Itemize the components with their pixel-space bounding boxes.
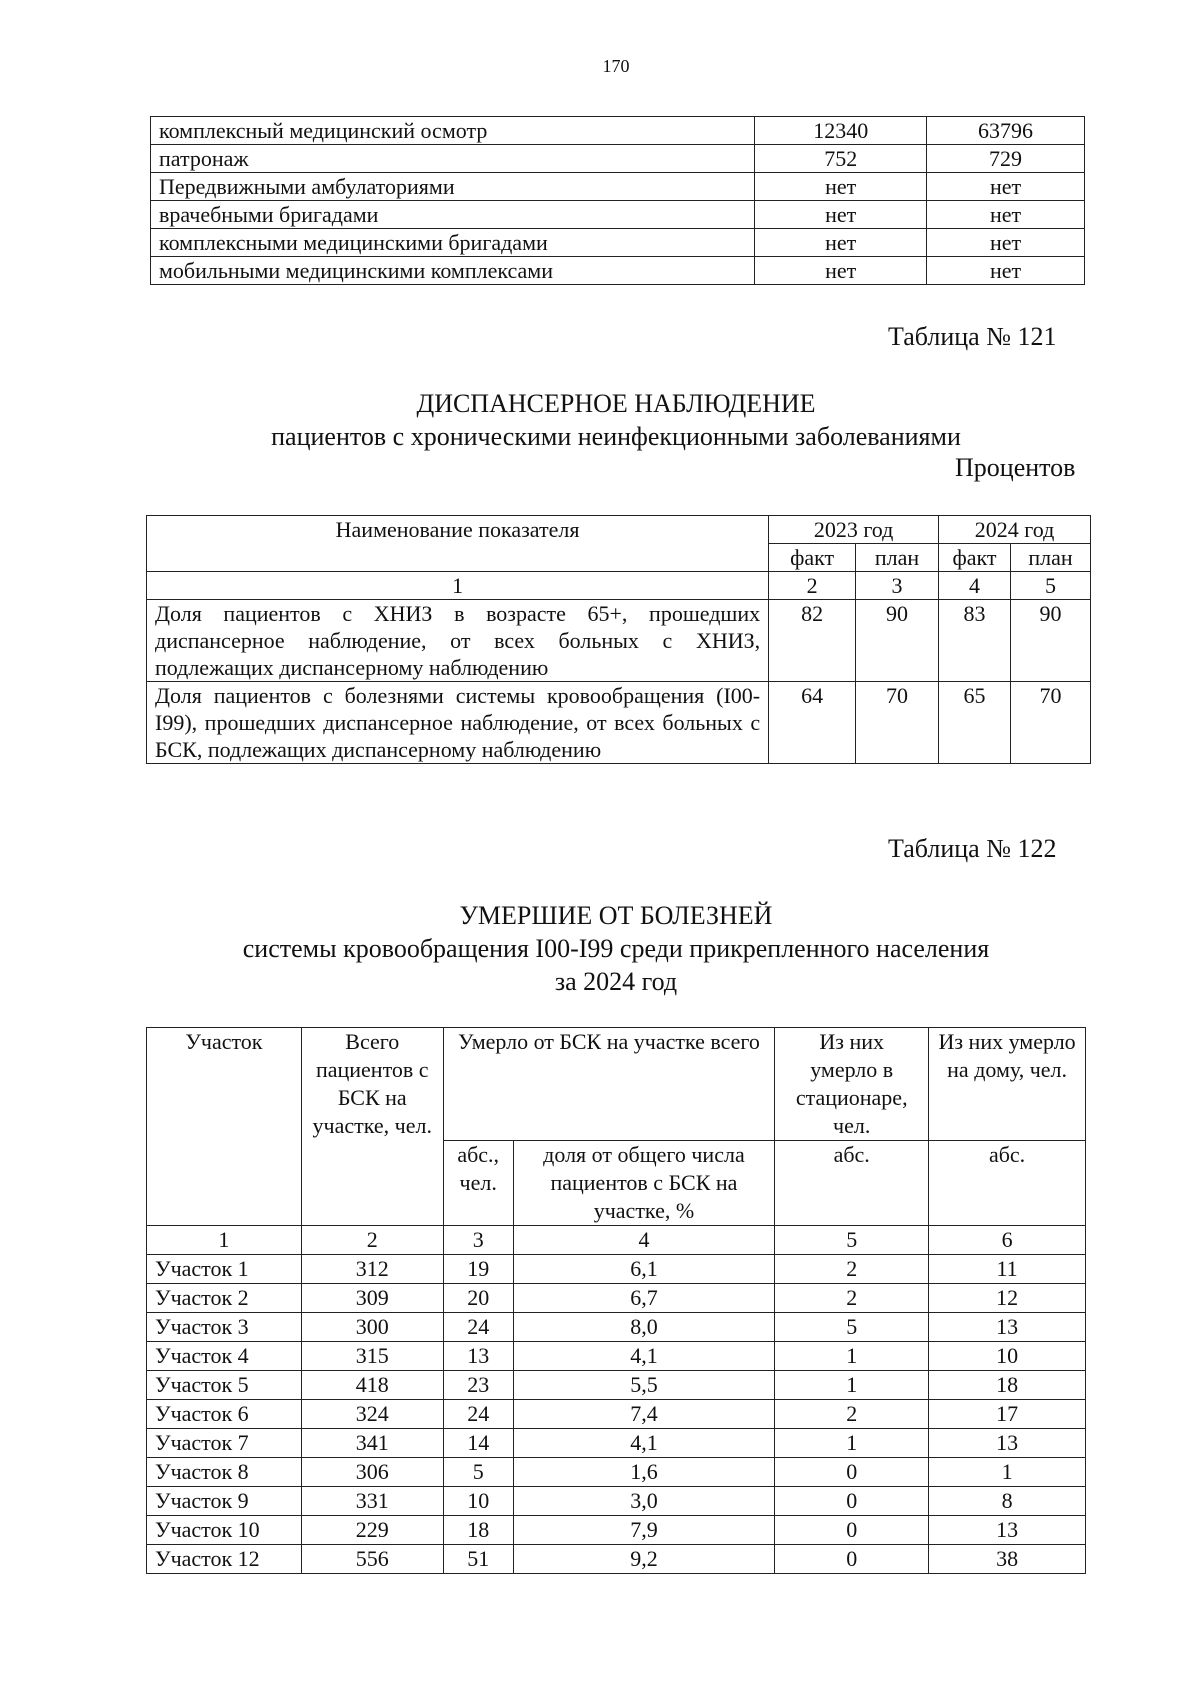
row-label: Участок 1 <box>147 1255 302 1284</box>
header-hospital-abs: абс. <box>775 1141 929 1226</box>
header-died: Умерло от БСК на участке всего <box>443 1028 775 1141</box>
row-value: 70 <box>856 682 939 764</box>
table-122-subtitle: системы кровообращения I00-I99 среди прикрепленного населения <box>242 934 990 963</box>
row-value: нет <box>755 173 927 201</box>
row-label: патронаж <box>151 145 755 173</box>
row-value: нет <box>927 173 1085 201</box>
row-value: 752 <box>755 145 927 173</box>
row-value: 7,9 <box>513 1516 775 1545</box>
column-number: 3 <box>443 1226 513 1255</box>
row-value: 2 <box>775 1284 929 1313</box>
row-value: 82 <box>769 600 856 682</box>
row-value: 1 <box>775 1371 929 1400</box>
row-value: 14 <box>443 1429 513 1458</box>
row-value: 229 <box>301 1516 443 1545</box>
row-value: 13 <box>929 1429 1086 1458</box>
row-label: Участок 5 <box>147 1371 302 1400</box>
row-label: Участок 12 <box>147 1545 302 1574</box>
row-label: комплексными медицинскими бригадами <box>151 229 755 257</box>
row-label: Участок 9 <box>147 1487 302 1516</box>
row-value: 1 <box>775 1342 929 1371</box>
header-home: Из них умерло на дому, чел. <box>929 1028 1086 1141</box>
table-122-title: УМЕРШИЕ ОТ БОЛЕЗНЕЙ <box>459 901 773 930</box>
row-value: 24 <box>443 1400 513 1429</box>
header-plan: план <box>1011 544 1091 572</box>
row-value: 300 <box>301 1313 443 1342</box>
column-number: 4 <box>513 1226 775 1255</box>
row-label: Передвижными амбулаториями <box>151 173 755 201</box>
row-value: 20 <box>443 1284 513 1313</box>
row-value: нет <box>755 201 927 229</box>
row-value: 24 <box>443 1313 513 1342</box>
row-value: 38 <box>929 1545 1086 1574</box>
row-value: 1,6 <box>513 1458 775 1487</box>
row-value: 17 <box>929 1400 1086 1429</box>
table-row <box>147 600 1091 682</box>
row-label: Участок 7 <box>147 1429 302 1458</box>
table-row <box>151 117 1085 145</box>
row-value: 306 <box>301 1458 443 1487</box>
column-number: 4 <box>939 572 1011 600</box>
header-hospital: Из них умерло в стационаре, чел. <box>775 1028 929 1141</box>
row-value: 8 <box>929 1487 1086 1516</box>
table-row <box>151 173 1085 201</box>
row-label: врачебными бригадами <box>151 201 755 229</box>
row-value: 90 <box>856 600 939 682</box>
table-row <box>147 682 1091 764</box>
row-value: 12 <box>929 1284 1086 1313</box>
table-row <box>147 1255 1086 1284</box>
table-row <box>147 1342 1086 1371</box>
row-value: 3,0 <box>513 1487 775 1516</box>
row-value: 341 <box>301 1429 443 1458</box>
header-plot: Участок <box>147 1028 302 1226</box>
table-row <box>147 1516 1086 1545</box>
row-value: 1 <box>929 1458 1086 1487</box>
column-number: 2 <box>769 572 856 600</box>
row-value: 9,2 <box>513 1545 775 1574</box>
table-row <box>147 1487 1086 1516</box>
header-total: Всего пациентов с БСК на участке, чел. <box>301 1028 443 1226</box>
table-122-period: за 2024 год <box>554 967 678 996</box>
row-label: Доля пациентов с болезнями системы кровообращения (I00-I99), прошедших диспансерное наблюдение, от всех больных с БСК, подлежащих диспансерному наблюдению <box>147 682 769 764</box>
row-value: 5 <box>775 1313 929 1342</box>
row-value: 10 <box>443 1487 513 1516</box>
row-value: 12340 <box>755 117 927 145</box>
row-value: нет <box>755 229 927 257</box>
row-value: 315 <box>301 1342 443 1371</box>
row-label: Участок 10 <box>147 1516 302 1545</box>
table-122 <box>146 1027 1086 1574</box>
row-value: 4,1 <box>513 1429 775 1458</box>
table-row <box>147 1545 1086 1574</box>
table-121-title: ДИСПАНСЕРНОЕ НАБЛЮДЕНИЕ <box>416 389 816 418</box>
table-121-caption: Таблица № 121 <box>888 322 1057 351</box>
row-value: 309 <box>301 1284 443 1313</box>
header-name: Наименование показателя <box>147 516 769 572</box>
table-row <box>147 1284 1086 1313</box>
row-value: 51 <box>443 1545 513 1574</box>
row-label: Участок 3 <box>147 1313 302 1342</box>
column-number: 1 <box>147 1226 302 1255</box>
table-row <box>151 229 1085 257</box>
table-header-row <box>147 516 1091 544</box>
row-value: 6,1 <box>513 1255 775 1284</box>
header-home-abs: абс. <box>929 1141 1086 1226</box>
table-122-caption: Таблица № 122 <box>888 834 1057 863</box>
row-value: 0 <box>775 1458 929 1487</box>
table-row <box>151 145 1085 173</box>
column-number: 6 <box>929 1226 1086 1255</box>
column-number: 5 <box>775 1226 929 1255</box>
row-value: 2 <box>775 1255 929 1284</box>
row-value: 1 <box>775 1429 929 1458</box>
row-value: 0 <box>775 1516 929 1545</box>
column-number: 3 <box>856 572 939 600</box>
row-value: 70 <box>1011 682 1091 764</box>
row-value: 18 <box>929 1371 1086 1400</box>
row-value: 23 <box>443 1371 513 1400</box>
page-number: 170 <box>602 56 630 76</box>
row-value: 8,0 <box>513 1313 775 1342</box>
row-value: 11 <box>929 1255 1086 1284</box>
header-fact: факт <box>769 544 856 572</box>
table-row <box>147 1458 1086 1487</box>
row-value: 13 <box>443 1342 513 1371</box>
table-121-subtitle: пациентов с хроническими неинфекционными заболеваниями <box>271 422 961 451</box>
row-value: 5,5 <box>513 1371 775 1400</box>
row-value: 418 <box>301 1371 443 1400</box>
row-value: 13 <box>929 1313 1086 1342</box>
table-row <box>147 1371 1086 1400</box>
row-label: мобильными медицинскими комплексами <box>151 257 755 285</box>
row-label: Участок 8 <box>147 1458 302 1487</box>
header-plan: план <box>856 544 939 572</box>
row-value: нет <box>927 257 1085 285</box>
row-value: нет <box>755 257 927 285</box>
table-row <box>147 1313 1086 1342</box>
table-row <box>147 1429 1086 1458</box>
header-died-share: доля от общего числа пациентов с БСК на участке, % <box>513 1141 775 1226</box>
header-fact: факт <box>939 544 1011 572</box>
row-value: 63796 <box>927 117 1085 145</box>
row-label: Доля пациентов с ХНИЗ в возрасте 65+, прошедших диспансерное наблюдение, от всех больных с ХНИЗ, подлежащих диспансерному наблюдению <box>147 600 769 682</box>
column-number: 2 <box>301 1226 443 1255</box>
column-number: 1 <box>147 572 769 600</box>
header-year-2023: 2023 год <box>769 516 939 544</box>
table-row <box>151 201 1085 229</box>
row-label: комплексный медицинский осмотр <box>151 117 755 145</box>
table-121 <box>146 515 1091 764</box>
header-died-abs: абс., чел. <box>443 1141 513 1226</box>
row-value: нет <box>927 229 1085 257</box>
row-value: 65 <box>939 682 1011 764</box>
column-number-row <box>147 572 1091 600</box>
row-value: 331 <box>301 1487 443 1516</box>
row-value: нет <box>927 201 1085 229</box>
table-header-row <box>147 1028 1086 1141</box>
table-121-units: Процентов <box>955 453 1076 482</box>
row-label: Участок 6 <box>147 1400 302 1429</box>
column-number: 5 <box>1011 572 1091 600</box>
continuation-table <box>150 116 1085 285</box>
row-value: 7,4 <box>513 1400 775 1429</box>
row-value: 312 <box>301 1255 443 1284</box>
column-number-row <box>147 1226 1086 1255</box>
row-label: Участок 4 <box>147 1342 302 1371</box>
row-value: 729 <box>927 145 1085 173</box>
row-value: 6,7 <box>513 1284 775 1313</box>
table-row <box>151 257 1085 285</box>
table-row <box>147 1400 1086 1429</box>
row-value: 0 <box>775 1487 929 1516</box>
row-value: 4,1 <box>513 1342 775 1371</box>
row-value: 556 <box>301 1545 443 1574</box>
row-value: 5 <box>443 1458 513 1487</box>
row-value: 10 <box>929 1342 1086 1371</box>
row-value: 0 <box>775 1545 929 1574</box>
row-value: 324 <box>301 1400 443 1429</box>
row-value: 90 <box>1011 600 1091 682</box>
row-label: Участок 2 <box>147 1284 302 1313</box>
row-value: 18 <box>443 1516 513 1545</box>
row-value: 83 <box>939 600 1011 682</box>
header-year-2024: 2024 год <box>939 516 1091 544</box>
row-value: 2 <box>775 1400 929 1429</box>
row-value: 13 <box>929 1516 1086 1545</box>
row-value: 19 <box>443 1255 513 1284</box>
row-value: 64 <box>769 682 856 764</box>
